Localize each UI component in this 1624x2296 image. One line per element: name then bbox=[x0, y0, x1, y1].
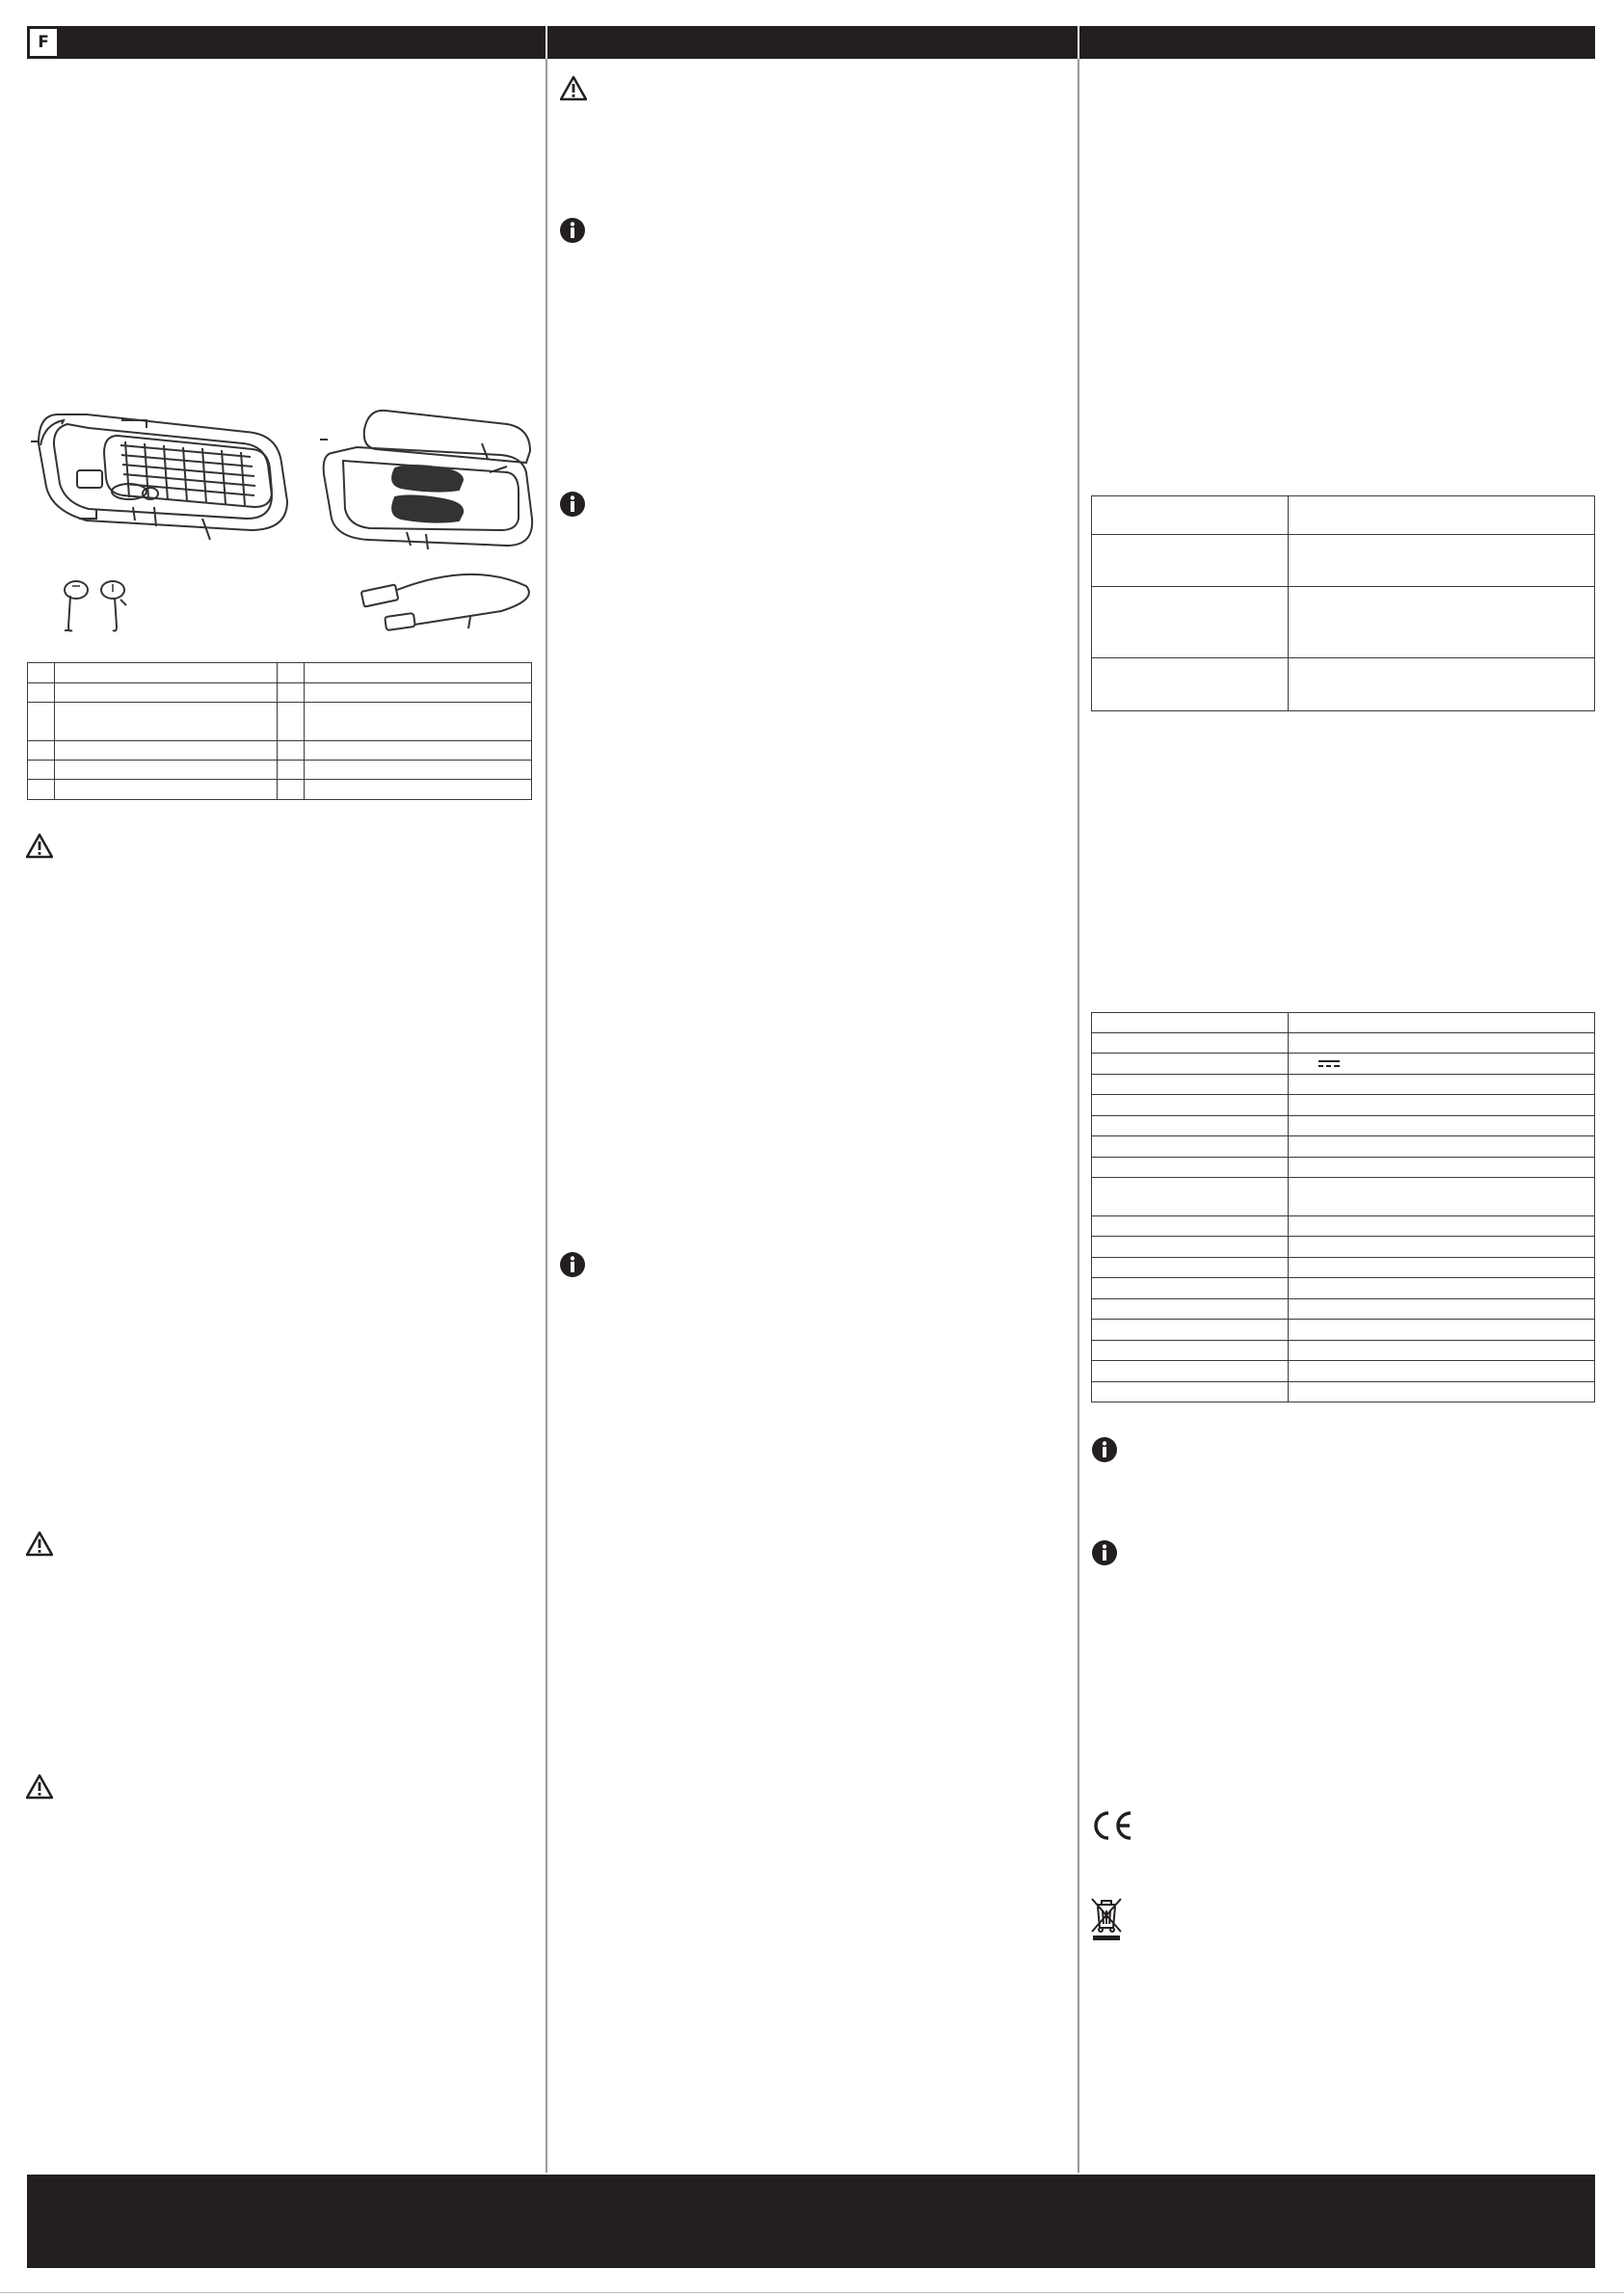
header-bar bbox=[27, 26, 1595, 59]
table-row bbox=[1092, 1299, 1595, 1320]
table-row bbox=[1092, 587, 1595, 658]
table-row bbox=[1092, 1237, 1595, 1258]
table-row bbox=[1092, 1013, 1595, 1033]
specs-table bbox=[1091, 1012, 1595, 1402]
table-row bbox=[28, 780, 532, 800]
earbuds-illustration bbox=[53, 576, 140, 634]
table-row bbox=[1092, 1178, 1595, 1216]
table-row bbox=[1092, 1054, 1595, 1075]
table-row bbox=[1092, 1075, 1595, 1095]
table-row bbox=[1092, 1278, 1595, 1299]
case-open-illustration bbox=[318, 405, 540, 549]
column-divider-tick bbox=[1078, 26, 1079, 59]
table-row bbox=[1092, 1033, 1595, 1054]
table-row bbox=[1092, 1320, 1595, 1341]
table-row bbox=[1092, 535, 1595, 587]
info-circle-icon bbox=[1091, 1539, 1118, 1566]
usb-cable-illustration bbox=[357, 567, 535, 634]
table-row bbox=[28, 761, 532, 780]
case-closed-illustration bbox=[29, 395, 299, 549]
table-row bbox=[1092, 1116, 1595, 1136]
bottom-rule bbox=[0, 2292, 1624, 2293]
table-row bbox=[28, 663, 532, 683]
parts-table bbox=[27, 662, 532, 800]
table-row bbox=[1092, 1341, 1595, 1361]
table-row bbox=[1092, 1095, 1595, 1116]
footer-bar bbox=[27, 2175, 1595, 2268]
table-row bbox=[1092, 1361, 1595, 1382]
language-code: F bbox=[38, 33, 49, 52]
column-rule bbox=[546, 59, 547, 2173]
info-circle-icon bbox=[559, 491, 586, 518]
table-row bbox=[28, 683, 532, 703]
table-row bbox=[1092, 1258, 1595, 1278]
column-divider-tick bbox=[546, 26, 547, 59]
ce-mark-icon bbox=[1089, 1810, 1133, 1841]
table-row bbox=[1092, 1382, 1595, 1402]
info-circle-icon bbox=[559, 217, 586, 244]
column-rule bbox=[1078, 59, 1079, 2173]
info-circle-icon bbox=[559, 1251, 586, 1278]
warning-triangle-icon bbox=[560, 75, 587, 102]
operation-table bbox=[1091, 495, 1595, 711]
table-row bbox=[1092, 1136, 1595, 1158]
table-row bbox=[1092, 1158, 1595, 1178]
info-circle-icon bbox=[1091, 1436, 1118, 1463]
warning-triangle-icon bbox=[26, 1531, 53, 1558]
warning-triangle-icon bbox=[26, 1774, 53, 1801]
warning-triangle-icon bbox=[26, 833, 53, 860]
direct-current-symbol-icon bbox=[1318, 1058, 1341, 1070]
crossed-out-bin-icon bbox=[1089, 1895, 1124, 1941]
table-row bbox=[1092, 1216, 1595, 1237]
table-row bbox=[1092, 658, 1595, 711]
table-row bbox=[1092, 496, 1595, 535]
table-row bbox=[28, 703, 532, 741]
table-row bbox=[28, 741, 532, 761]
language-code-box bbox=[27, 26, 60, 59]
